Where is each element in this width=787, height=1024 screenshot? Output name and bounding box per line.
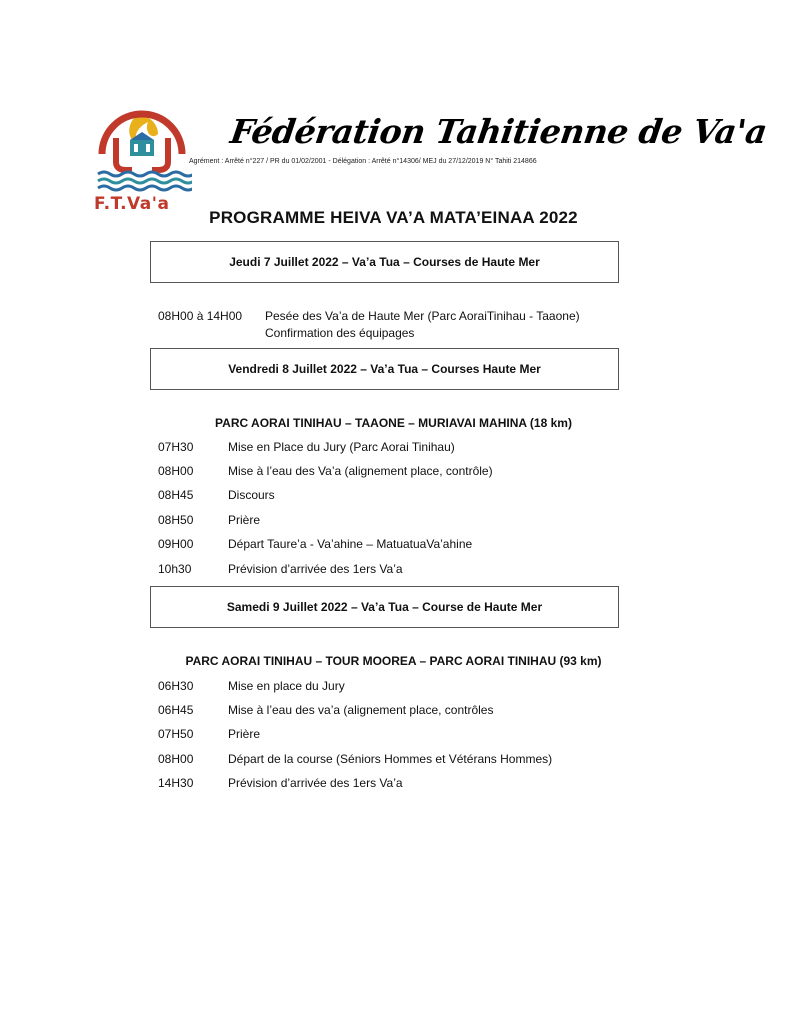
row-time: 06H30 [158,679,194,693]
programme-title: PROGRAMME HEIVA VA’A MATA’EINAA 2022 [209,208,578,227]
row-time: 07H30 [158,440,194,454]
ftv-logo [92,110,192,216]
day-title: Vendredi 8 Juillet 2022 – Va’a Tua – Courses Haute Mer [228,362,541,376]
row-time: 08H45 [158,488,194,502]
row-desc: Prévision d’arrivée des 1ers Va’a [228,776,403,790]
row-time: 10h30 [158,562,192,576]
row-continuation: Confirmation des équipages [265,326,415,340]
section-title: PARC AORAI TINIHAU – TAAONE – MURIAVAI MAHINA (18 km) [215,416,572,430]
row-desc: Mise en Place du Jury (Parc Aorai Tinihau) [228,440,455,454]
row-desc: Prière [228,727,261,741]
day-box-jeudi [150,241,619,283]
day-title: Jeudi 7 Juillet 2022 – Va’a Tua – Courses de Haute Mer [229,255,540,269]
row-desc: Mise en place du Jury [228,679,345,693]
row-desc: Mise à l’eau des Va’a (alignement place, contrôle) [228,464,493,478]
row-desc: Prière [228,513,261,527]
federation-title: Fédération Tahitienne de Va'a [228,112,770,151]
row-desc: Discours [228,488,275,502]
day-title: Samedi 9 Juillet 2022 – Va’a Tua – Course de Haute Mer [226,600,543,614]
section-title: PARC AORAI TINIHAU – TOUR MOOREA – PARC AORAI TINIHAU (93 km) [185,654,602,668]
row-time: 08H50 [158,513,194,527]
row-time: 09H00 [158,537,194,551]
agrement-line: Agrément : Arrêté n°227 / PR du 01/02/2001 - Délégation : Arrêté n°14306/ MEJ du 27/12/2019 N° Tahiti 214866 [189,158,537,165]
row-desc: Mise à l’eau des va’a (alignement place, contrôles [228,703,494,717]
row-time: 08H00 [158,752,194,766]
row-time: 08H00 [158,464,194,478]
row-time: 07H50 [158,727,194,741]
row-time: 06H45 [158,703,194,717]
day-box-samedi [150,586,619,628]
day-box-vendredi [150,348,619,390]
row-desc: Départ de la course (Séniors Hommes et Vétérans Hommes) [228,752,553,766]
row-desc: Pesée des Va’a de Haute Mer (Parc AoraiTinihau - Taaone) [265,309,580,323]
row-time: 08H00 à 14H00 [158,309,243,323]
logo-text: F.T.Va'a [94,194,170,214]
row-desc: Départ Taure’a - Va’ahine – MatuatuaVa’ahine [228,537,473,551]
row-desc: Prévision d’arrivée des 1ers Va’a [228,562,403,576]
row-time: 14H30 [158,776,194,790]
